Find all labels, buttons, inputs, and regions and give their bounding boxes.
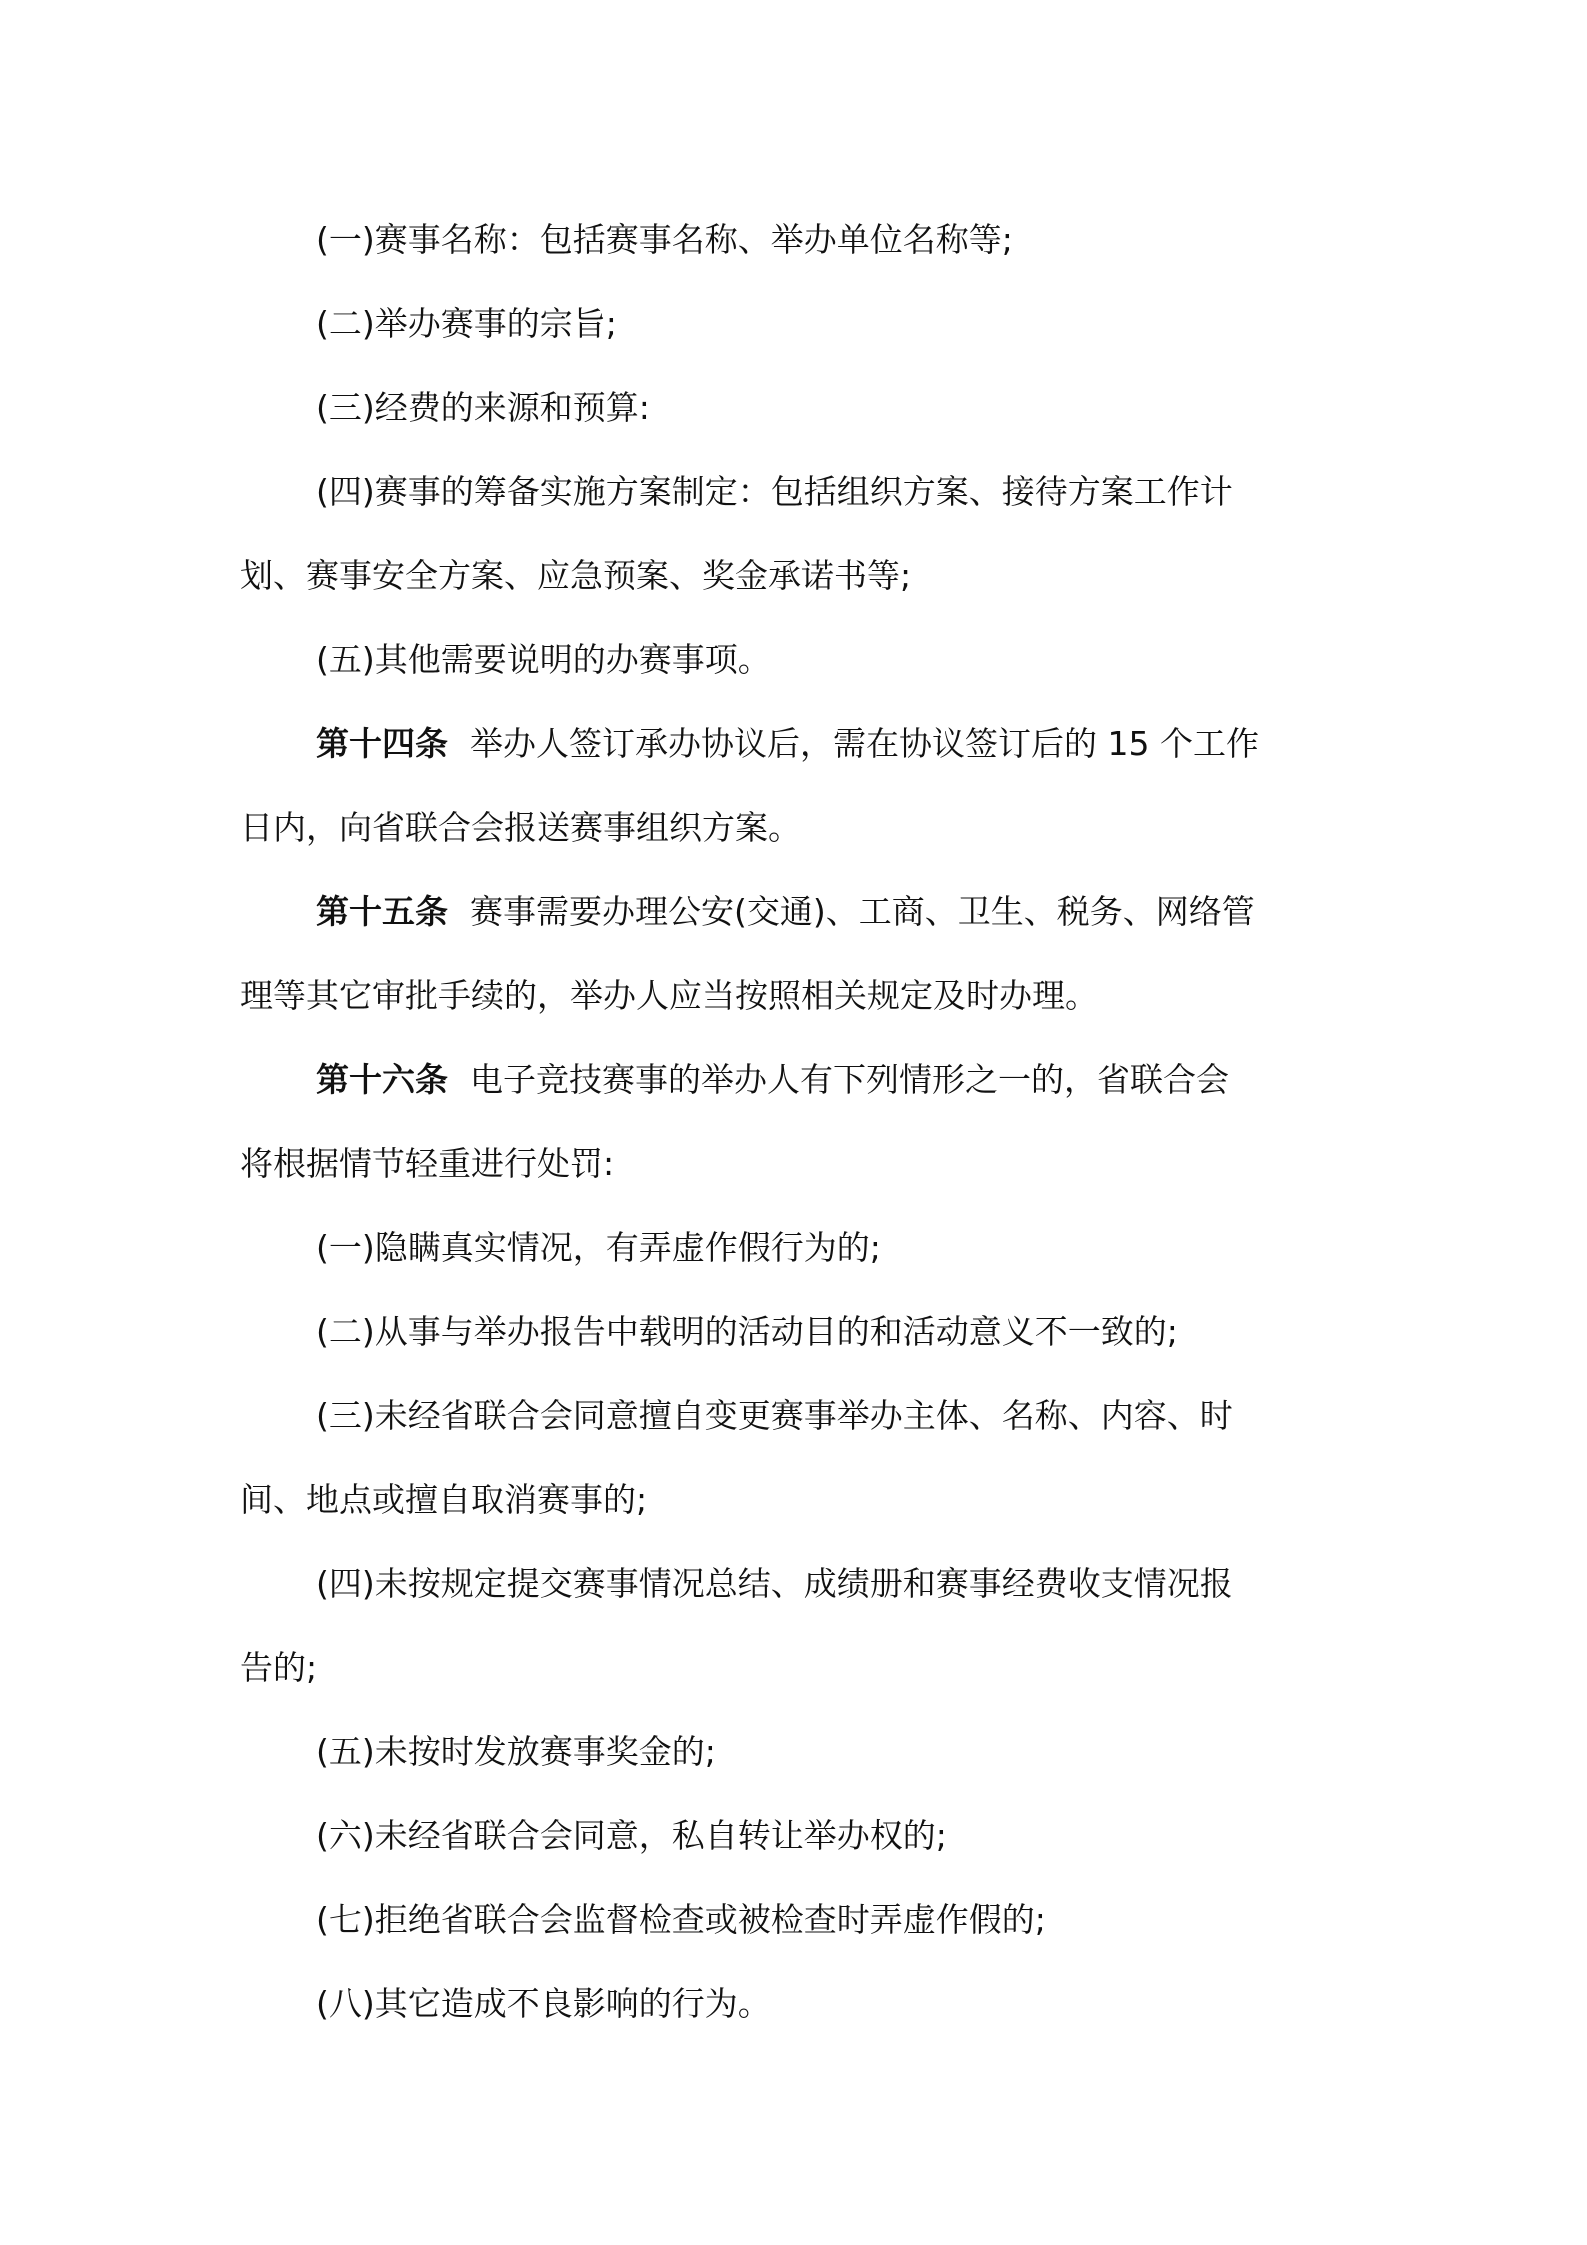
article-line (240, 1038, 1352, 1122)
line-text: 理等其它审批手续的，举办人应当按照相关规定及时办理。 (240, 976, 1098, 1015)
paragraph-line (240, 1458, 1352, 1542)
article-label: 第十五条 (316, 892, 448, 931)
paragraph-line (240, 1626, 1352, 1710)
article-label: 第十六条 (316, 1060, 448, 1099)
line-text: (一)隐瞒真实情况，有弄虚作假行为的; (316, 1228, 881, 1267)
paragraph-line (240, 786, 1352, 870)
paragraph-line (240, 282, 1352, 366)
article-line (240, 870, 1352, 954)
line-text: 间、地点或擅自取消赛事的; (240, 1480, 648, 1519)
paragraph-line (240, 1122, 1352, 1206)
line-text: 将根据情节轻重进行处罚: (240, 1144, 615, 1183)
paragraph-line (240, 1710, 1352, 1794)
paragraph-line (240, 450, 1352, 534)
line-text: (八)其它造成不良影响的行为。 (316, 1984, 771, 2023)
line-text: (四)未按规定提交赛事情况总结、成绩册和赛事经费收支情况报 (316, 1564, 1233, 1603)
line-text: (二)从事与举办报告中载明的活动目的和活动意义不一致的; (316, 1312, 1178, 1351)
line-text: 赛事需要办理公安(交通)、工商、卫生、税务、网络管 (470, 892, 1255, 931)
line-text: 举办人签订承办协议后，需在协议签订后的 15 个工作 (470, 724, 1259, 763)
line-text: (四)赛事的筹备实施方案制定：包括组织方案、接待方案工作计 (316, 472, 1233, 511)
line-text: (三)经费的来源和预算: (316, 388, 650, 427)
paragraph-line (240, 198, 1352, 282)
paragraph-line (240, 1374, 1352, 1458)
line-text: (六)未经省联合会同意，私自转让举办权的; (316, 1816, 947, 1855)
article-label: 第十四条 (316, 724, 448, 763)
paragraph-line (240, 1290, 1352, 1374)
paragraph-line (240, 618, 1352, 702)
paragraph-line (240, 1542, 1352, 1626)
line-text: (七)拒绝省联合会监督检查或被检查时弄虚作假的; (316, 1900, 1046, 1939)
line-text: 划、赛事安全方案、应急预案、奖金承诺书等; (240, 556, 912, 595)
paragraph-line (240, 1794, 1352, 1878)
paragraph-line (240, 1206, 1352, 1290)
line-text: 电子竞技赛事的举办人有下列情形之一的，省联合会 (470, 1060, 1229, 1099)
paragraph-line (240, 366, 1352, 450)
paragraph-line (240, 1878, 1352, 1962)
line-text: (一)赛事名称：包括赛事名称、举办单位名称等; (316, 220, 1013, 259)
paragraph-line (240, 534, 1352, 618)
article-line (240, 702, 1352, 786)
line-text: (二)举办赛事的宗旨; (316, 304, 617, 343)
paragraph-line (240, 1962, 1352, 2046)
document-page (240, 198, 1352, 2046)
line-text: (五)未按时发放赛事奖金的; (316, 1732, 716, 1771)
line-text: (三)未经省联合会同意擅自变更赛事举办主体、名称、内容、时 (316, 1396, 1233, 1435)
paragraph-line (240, 954, 1352, 1038)
line-text: 日内，向省联合会报送赛事组织方案。 (240, 808, 801, 847)
line-text: (五)其他需要说明的办赛事项。 (316, 640, 771, 679)
line-text: 告的; (240, 1648, 318, 1687)
